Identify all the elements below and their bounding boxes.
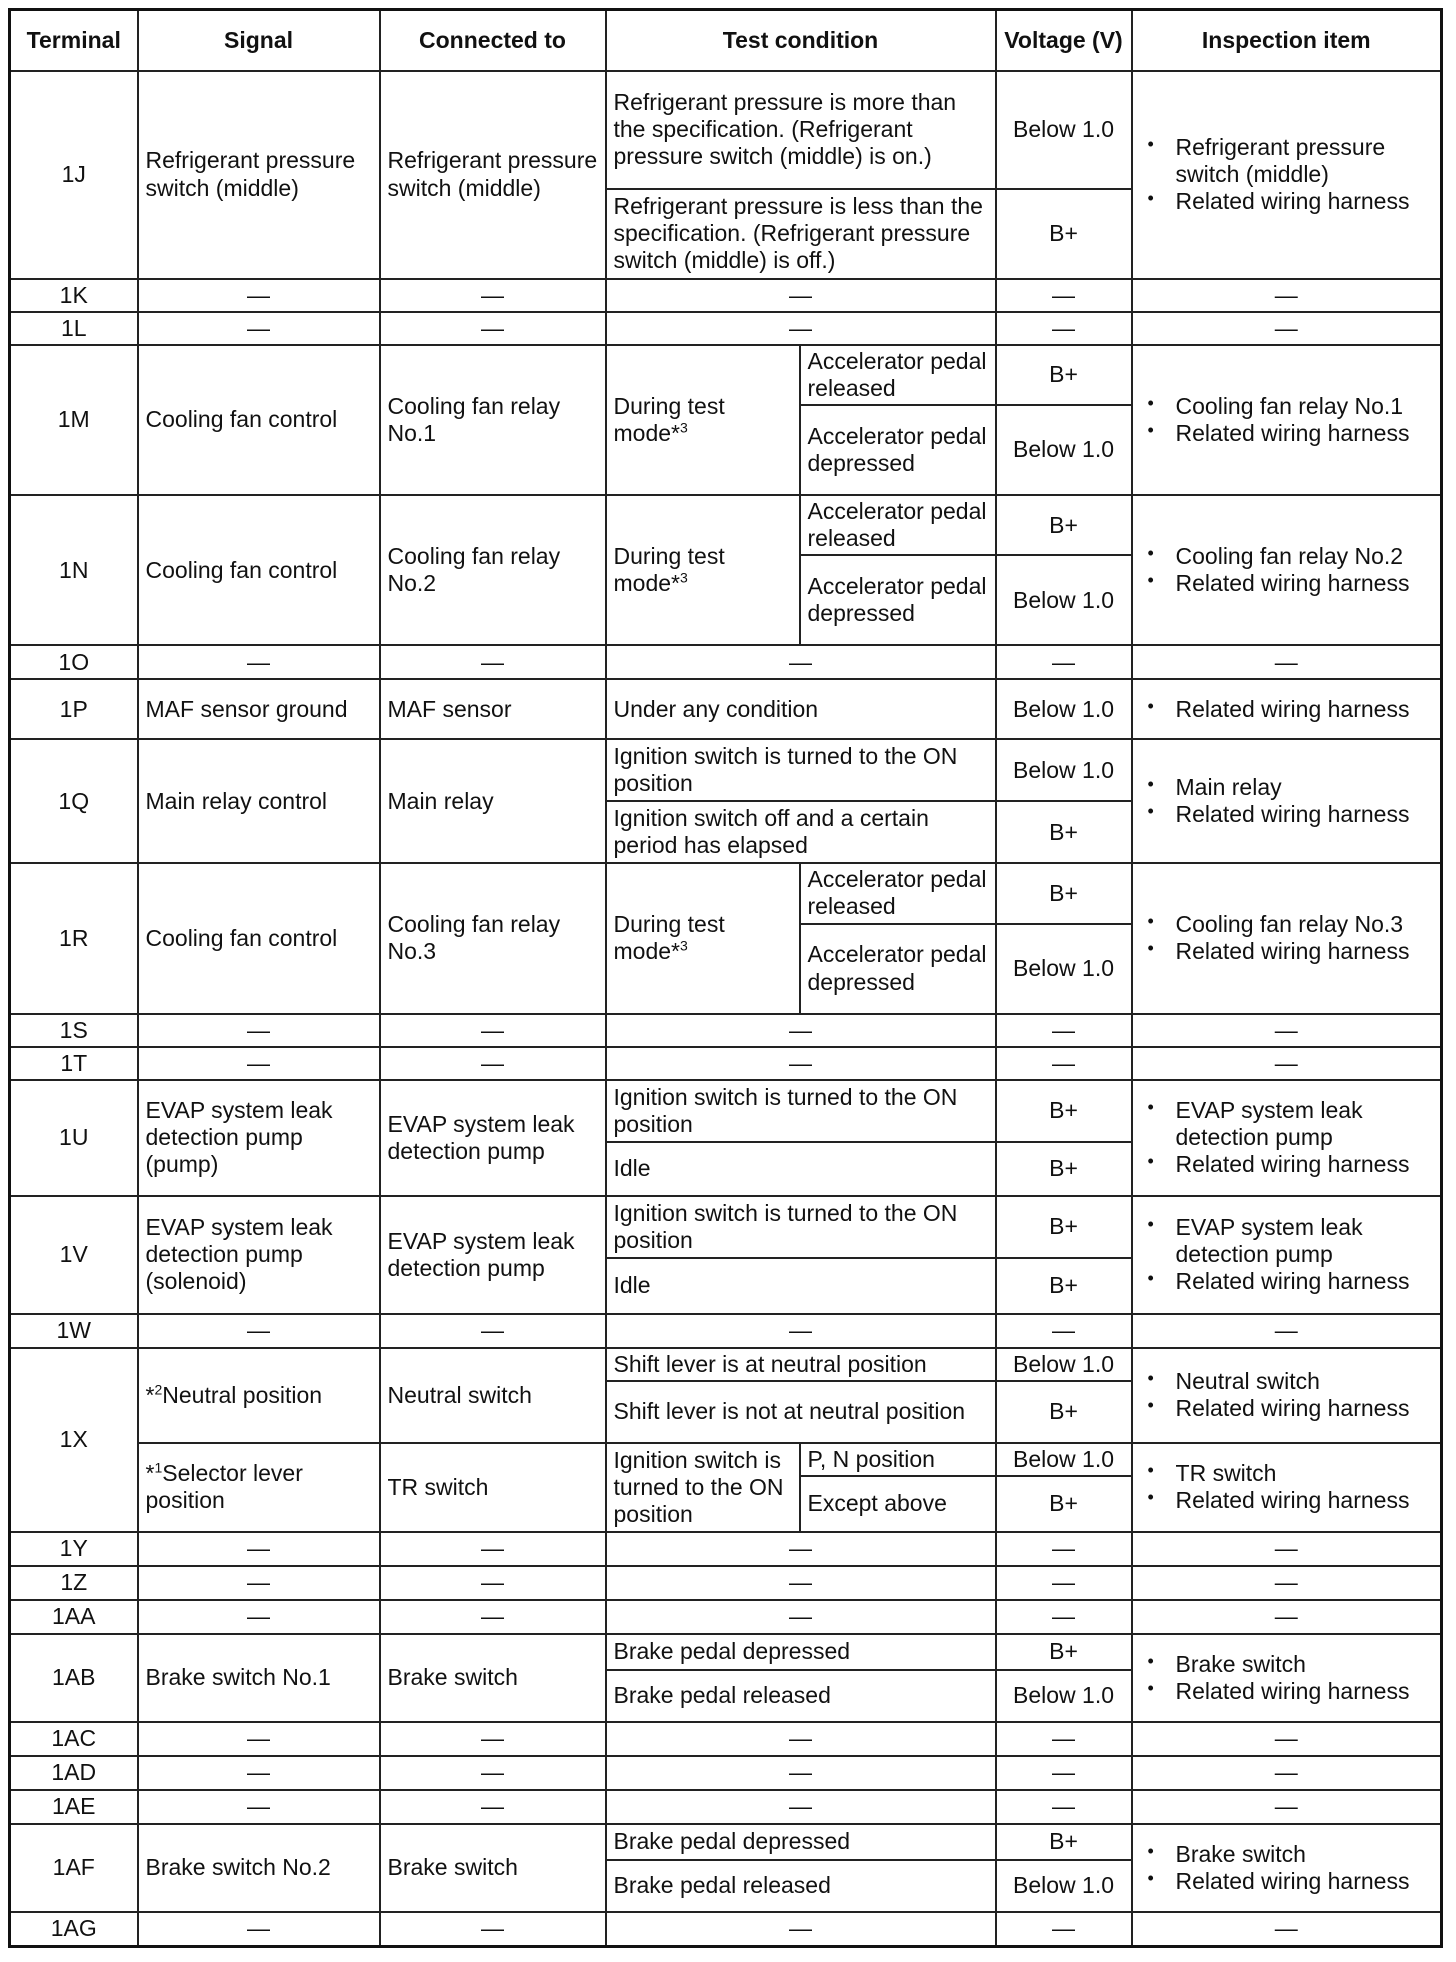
dash-cell: — [1132,1566,1442,1600]
dash-cell: — [138,1600,380,1634]
condition-cell: Brake pedal released [606,1670,996,1722]
dash-cell: — [138,1566,380,1600]
sub-condition-cell: Except above [800,1476,996,1532]
sub-condition-cell: Accelerator pedal depressed [800,555,996,645]
voltage-cell: B+ [996,1196,1132,1258]
voltage-cell: B+ [996,1080,1132,1142]
inspection-item: • Cooling fan relay No.1 [1176,393,1434,420]
sub-condition-cell: P, N position [800,1443,996,1476]
connected-cell: Brake switch [380,1634,606,1722]
inspection-item: • Brake switch [1176,1651,1434,1678]
dash-cell: — [606,312,996,345]
dash-cell: — [380,1314,606,1348]
inspection-item: • Related wiring harness [1176,1268,1434,1295]
table-row [10,739,1442,801]
inspection-item: • Brake switch [1176,1841,1434,1868]
table-row [10,1532,1442,1566]
footnote-star: * [145,1381,155,1408]
table-row [10,679,1442,739]
condition-cell: Shift lever is at neutral position [606,1348,996,1381]
inspection-item: • Cooling fan relay No.2 [1176,543,1434,570]
dash-cell: — [380,1014,606,1047]
dash-cell: — [138,645,380,679]
voltage-cell: B+ [996,345,1132,405]
dash-cell: — [380,1756,606,1790]
dash-cell: — [606,645,996,679]
terminal-cell: 1L [10,312,138,345]
dash-cell: — [1132,1014,1442,1047]
table-row [10,1912,1442,1946]
inspection-item: • Related wiring harness [1176,801,1434,828]
table-row [10,863,1442,923]
signal-cell: Cooling fan control [138,345,380,495]
header-inspection-item: Inspection item [1132,10,1442,71]
inspection-item: • EVAP system leak detection pump [1176,1097,1434,1151]
dash-cell: — [380,279,606,312]
condition-cell [606,495,800,645]
inspection-item: • Neutral switch [1176,1368,1434,1395]
connected-cell: Cooling fan relay No.3 [380,863,606,1013]
condition-cell: Refrigerant pressure is less than the specification. (Refrigerant pressure switch (middle) is off.) [606,189,996,279]
dash-cell: — [606,1912,996,1946]
inspection-cell [1132,1196,1442,1314]
dash-cell: — [1132,1314,1442,1348]
terminal-cell: 1AD [10,1756,138,1790]
inspection-cell [1132,1634,1442,1722]
table-row [10,345,1442,405]
voltage-cell: Below 1.0 [996,1348,1132,1381]
table-row [10,645,1442,679]
dash-cell: — [996,1912,1132,1946]
inspection-cell [1132,863,1442,1013]
terminal-cell: 1O [10,645,138,679]
inspection-cell [1132,1348,1442,1443]
voltage-cell: B+ [996,1258,1132,1314]
terminal-cell: 1S [10,1014,138,1047]
dash-cell: — [996,1756,1132,1790]
dash-cell: — [996,1532,1132,1566]
inspection-cell [1132,495,1442,645]
inspection-item: • Related wiring harness [1176,696,1434,723]
dash-cell: — [380,1600,606,1634]
inspection-item: • Related wiring harness [1176,1395,1434,1422]
connected-cell: EVAP system leak detection pump [380,1196,606,1314]
voltage-cell: B+ [996,1824,1132,1860]
terminal-cell: 1AF [10,1824,138,1912]
condition-cell: Under any condition [606,679,996,739]
dash-cell: — [996,1566,1132,1600]
dash-cell: — [606,279,996,312]
table-row [10,1566,1442,1600]
condition-cell [606,345,800,495]
voltage-cell: B+ [996,1476,1132,1532]
condition-text: During test mode* [613,911,725,965]
dash-cell: — [1132,1722,1442,1756]
dash-cell: — [1132,1047,1442,1080]
footnote-mark: 3 [679,419,688,436]
dash-cell: — [380,1912,606,1946]
inspection-cell [1132,679,1442,739]
dash-cell: — [380,1790,606,1824]
voltage-cell: B+ [996,801,1132,863]
voltage-cell: Below 1.0 [996,1670,1132,1722]
signal-text: Neutral position [162,1381,323,1408]
inspection-item: • Related wiring harness [1176,570,1434,597]
dash-cell: — [138,279,380,312]
condition-cell: Idle [606,1258,996,1314]
table-row [10,1634,1442,1670]
dash-cell: — [1132,312,1442,345]
condition-cell: Ignition switch is turned to the ON position [606,1443,800,1532]
terminal-cell: 1AA [10,1600,138,1634]
voltage-cell: Below 1.0 [996,555,1132,645]
condition-cell: Ignition switch is turned to the ON position [606,1080,996,1142]
header-voltage: Voltage (V) [996,10,1132,71]
header-signal: Signal [138,10,380,71]
connected-cell: EVAP system leak detection pump [380,1080,606,1196]
dash-cell: — [380,312,606,345]
dash-cell: — [138,1314,380,1348]
table-row [10,1014,1442,1047]
signal-cell: Cooling fan control [138,495,380,645]
dash-cell: — [606,1314,996,1348]
connected-cell: TR switch [380,1443,606,1532]
table-row [10,312,1442,345]
dash-cell: — [606,1600,996,1634]
table-row [10,495,1442,555]
voltage-cell: B+ [996,495,1132,555]
terminal-cell: 1Z [10,1566,138,1600]
condition-cell: Ignition switch is turned to the ON position [606,739,996,801]
sub-condition-cell: Accelerator pedal released [800,863,996,923]
dash-cell: — [606,1722,996,1756]
inspection-item: • Related wiring harness [1176,188,1434,215]
dash-cell: — [138,1756,380,1790]
dash-cell: — [380,1532,606,1566]
dash-cell: — [1132,1756,1442,1790]
inspection-item: • Related wiring harness [1176,1678,1434,1705]
condition-cell: Brake pedal depressed [606,1634,996,1670]
dash-cell: — [138,1532,380,1566]
terminal-cell: 1V [10,1196,138,1314]
dash-cell: — [1132,645,1442,679]
terminal-cell: 1AC [10,1722,138,1756]
condition-cell: Idle [606,1142,996,1196]
terminal-voltage-table-page [8,8,1440,1948]
connected-cell: MAF sensor [380,679,606,739]
terminal-cell: 1J [10,71,138,279]
dash-cell: — [996,1047,1132,1080]
dash-cell: — [996,312,1132,345]
header-connected-to: Connected to [380,10,606,71]
voltage-cell: Below 1.0 [996,71,1132,189]
dash-cell: — [996,279,1132,312]
table-row [10,1196,1442,1258]
terminal-cell: 1U [10,1080,138,1196]
signal-cell: EVAP system leak detection pump (solenoid) [138,1196,380,1314]
dash-cell: — [996,1314,1132,1348]
table-row [10,1756,1442,1790]
signal-cell: Brake switch No.1 [138,1634,380,1722]
dash-cell: — [380,1722,606,1756]
inspection-cell [1132,345,1442,495]
dash-cell: — [996,1722,1132,1756]
dash-cell: — [1132,1790,1442,1824]
dash-cell: — [606,1566,996,1600]
signal-text: Selector lever position [145,1460,303,1514]
signal-cell: MAF sensor ground [138,679,380,739]
terminal-cell: 1AG [10,1912,138,1946]
voltage-cell: Below 1.0 [996,1443,1132,1476]
table-row [10,71,1442,189]
dash-cell: — [996,645,1132,679]
inspection-item: • Main relay [1176,774,1434,801]
voltage-cell: B+ [996,1381,1132,1443]
table-row [10,1600,1442,1634]
table-row [10,1824,1442,1860]
table-row [10,1790,1442,1824]
dash-cell: — [996,1014,1132,1047]
terminal-cell: 1P [10,679,138,739]
signal-cell [138,1443,380,1532]
dash-cell: — [996,1790,1132,1824]
dash-cell: — [380,1566,606,1600]
connected-cell: Cooling fan relay No.1 [380,345,606,495]
dash-cell: — [138,1912,380,1946]
dash-cell: — [138,1790,380,1824]
condition-text: During test mode* [613,543,725,597]
voltage-cell: Below 1.0 [996,924,1132,1014]
condition-cell: Brake pedal released [606,1860,996,1912]
table-row [10,1314,1442,1348]
table-row [10,1722,1442,1756]
inspection-cell [1132,739,1442,863]
inspection-cell [1132,1080,1442,1196]
inspection-item: • Related wiring harness [1176,1868,1434,1895]
inspection-item: • Related wiring harness [1176,420,1434,447]
dash-cell: — [1132,279,1442,312]
voltage-cell: B+ [996,1634,1132,1670]
connected-cell: Brake switch [380,1824,606,1912]
footnote-mark: 1 [154,1459,163,1476]
inspection-item: • TR switch [1176,1460,1434,1487]
signal-cell: Refrigerant pressure switch (middle) [138,71,380,279]
dash-cell: — [1132,1600,1442,1634]
header-terminal: Terminal [10,10,138,71]
dash-cell: — [138,1047,380,1080]
inspection-item: • Refrigerant pressure switch (middle) [1176,134,1434,188]
dash-cell: — [606,1790,996,1824]
terminal-cell: 1AE [10,1790,138,1824]
dash-cell: — [380,645,606,679]
dash-cell: — [606,1532,996,1566]
sub-condition-cell: Accelerator pedal depressed [800,405,996,495]
header-test-condition: Test condition [606,10,996,71]
sub-condition-cell: Accelerator pedal released [800,345,996,405]
condition-cell: Ignition switch off and a certain period has elapsed [606,801,996,863]
dash-cell: — [606,1047,996,1080]
terminal-voltage-table [8,8,1443,1948]
terminal-cell: 1X [10,1348,138,1532]
signal-cell: Main relay control [138,739,380,863]
terminal-cell: 1R [10,863,138,1013]
terminal-cell: 1AB [10,1634,138,1722]
dash-cell: — [138,1722,380,1756]
inspection-cell [1132,71,1442,279]
inspection-item: • Related wiring harness [1176,1151,1434,1178]
table-row [10,279,1442,312]
condition-cell [606,863,800,1013]
dash-cell: — [996,1600,1132,1634]
table-row [10,1047,1442,1080]
sub-condition-cell: Accelerator pedal depressed [800,924,996,1014]
terminal-cell: 1N [10,495,138,645]
terminal-cell: 1Y [10,1532,138,1566]
connected-cell: Cooling fan relay No.2 [380,495,606,645]
voltage-cell: Below 1.0 [996,1860,1132,1912]
voltage-cell: B+ [996,863,1132,923]
inspection-cell [1132,1443,1442,1532]
inspection-item: • Related wiring harness [1176,1487,1434,1514]
condition-cell: Refrigerant pressure is more than the specification. (Refrigerant pressure switch (middle) is on.) [606,71,996,189]
condition-text: During test mode* [613,392,725,446]
terminal-cell: 1W [10,1314,138,1348]
dash-cell: — [606,1014,996,1047]
voltage-cell: B+ [996,189,1132,279]
signal-cell: EVAP system leak detection pump (pump) [138,1080,380,1196]
header-row [10,10,1442,71]
terminal-cell: 1Q [10,739,138,863]
inspection-item: • Cooling fan relay No.3 [1176,911,1434,938]
signal-cell [138,1348,380,1443]
terminal-cell: 1M [10,345,138,495]
dash-cell: — [138,312,380,345]
signal-cell: Brake switch No.2 [138,1824,380,1912]
terminal-cell: 1K [10,279,138,312]
inspection-cell [1132,1824,1442,1912]
dash-cell: — [380,1047,606,1080]
footnote-star: * [145,1460,155,1487]
footnote-mark: 3 [679,937,688,954]
table-row [10,1443,1442,1476]
inspection-item: • EVAP system leak detection pump [1176,1214,1434,1268]
terminal-cell: 1T [10,1047,138,1080]
dash-cell: — [138,1014,380,1047]
voltage-cell: B+ [996,1142,1132,1196]
table-row [10,1348,1442,1381]
voltage-cell: Below 1.0 [996,679,1132,739]
dash-cell: — [1132,1912,1442,1946]
connected-cell: Main relay [380,739,606,863]
voltage-cell: Below 1.0 [996,405,1132,495]
footnote-mark: 3 [679,569,688,586]
connected-cell: Refrigerant pressure switch (middle) [380,71,606,279]
dash-cell: — [606,1756,996,1790]
dash-cell: — [1132,1532,1442,1566]
footnote-mark: 2 [154,1381,163,1398]
condition-cell: Ignition switch is turned to the ON position [606,1196,996,1258]
inspection-item: • Related wiring harness [1176,938,1434,965]
condition-cell: Shift lever is not at neutral position [606,1381,996,1443]
connected-cell: Neutral switch [380,1348,606,1443]
condition-cell: Brake pedal depressed [606,1824,996,1860]
sub-condition-cell: Accelerator pedal released [800,495,996,555]
signal-cell: Cooling fan control [138,863,380,1013]
voltage-cell: Below 1.0 [996,739,1132,801]
table-row [10,1080,1442,1142]
